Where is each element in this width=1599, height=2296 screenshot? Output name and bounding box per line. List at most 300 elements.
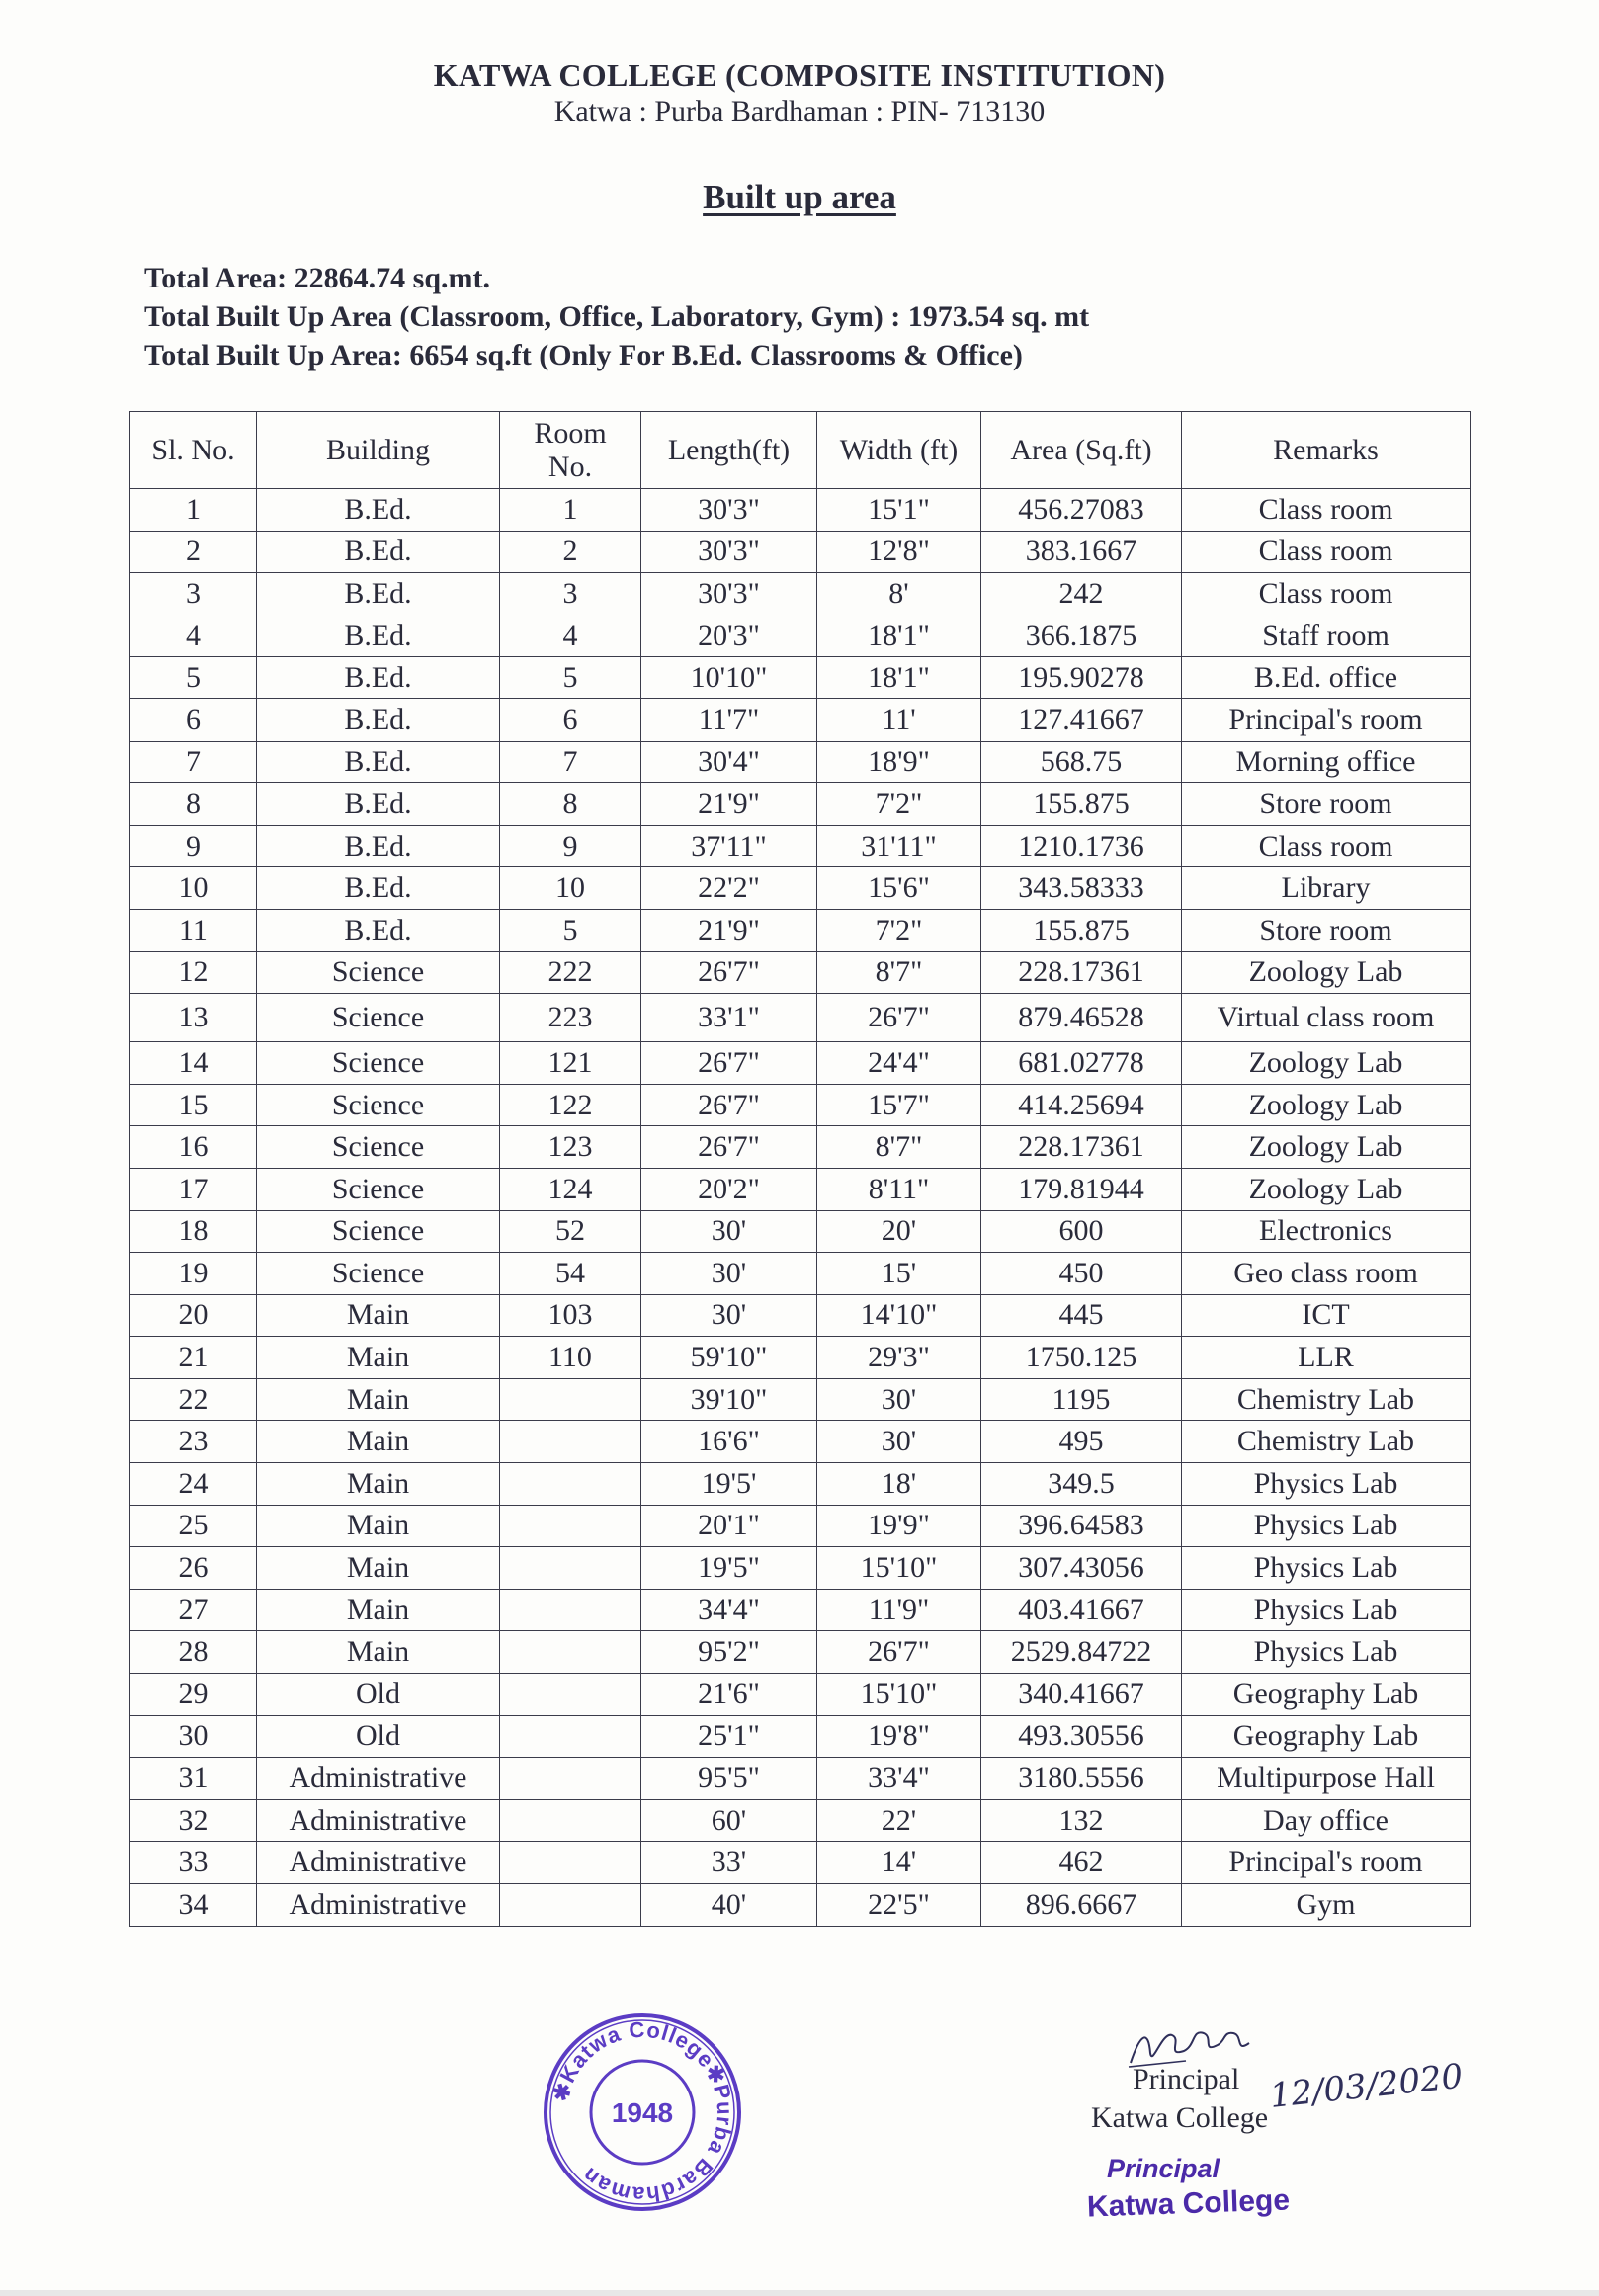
cell-room [500, 1674, 641, 1716]
cell-room: 122 [500, 1084, 641, 1126]
college-seal [542, 2011, 743, 2213]
cell-sl: 10 [130, 867, 257, 910]
cell-sl: 9 [130, 825, 257, 867]
cell-width: 14'10" [817, 1294, 981, 1337]
cell-area: 228.17361 [981, 951, 1182, 994]
area-summary [144, 259, 1089, 374]
cell-width: 15'1" [817, 489, 981, 532]
cell-room [500, 1505, 641, 1547]
cell-length: 30'4" [641, 741, 817, 783]
cell-width: 15'10" [817, 1547, 981, 1590]
table-row [130, 1042, 1471, 1085]
cell-width: 8' [817, 573, 981, 615]
cell-length: 60' [641, 1799, 817, 1842]
cell-building: B.Ed. [257, 909, 500, 951]
cell-area: 155.875 [981, 909, 1182, 951]
cell-sl: 24 [130, 1463, 257, 1506]
cell-building: Science [257, 1084, 500, 1126]
cell-building: Science [257, 1126, 500, 1169]
cell-sl: 12 [130, 951, 257, 994]
cell-remarks: ICT [1182, 1294, 1471, 1337]
cell-length: 25'1" [641, 1715, 817, 1758]
cell-remarks: Staff room [1182, 615, 1471, 657]
cell-building: Science [257, 1210, 500, 1253]
cell-sl: 31 [130, 1758, 257, 1800]
table-row [130, 1758, 1471, 1800]
cell-room [500, 1842, 641, 1884]
cell-remarks: Chemistry Lab [1182, 1378, 1471, 1421]
cell-building: Science [257, 951, 500, 994]
cell-sl: 6 [130, 698, 257, 741]
cell-sl: 20 [130, 1294, 257, 1337]
cell-sl: 19 [130, 1253, 257, 1295]
cell-area: 349.5 [981, 1463, 1182, 1506]
cell-area: 1195 [981, 1378, 1182, 1421]
cell-remarks: Geography Lab [1182, 1715, 1471, 1758]
cell-width: 12'8" [817, 531, 981, 573]
cell-sl: 14 [130, 1042, 257, 1085]
cell-remarks: Virtual class room [1182, 994, 1471, 1042]
cell-room [500, 1463, 641, 1506]
table-row [130, 1589, 1471, 1631]
cell-width: 20' [817, 1210, 981, 1253]
cell-area: 681.02778 [981, 1042, 1182, 1085]
cell-sl: 27 [130, 1589, 257, 1631]
cell-length: 33'1" [641, 994, 817, 1042]
cell-remarks: Principal's room [1182, 1842, 1471, 1884]
cell-building: B.Ed. [257, 867, 500, 910]
cell-building: B.Ed. [257, 783, 500, 826]
cell-width: 7'2" [817, 909, 981, 951]
cell-area: 195.90278 [981, 657, 1182, 699]
cell-length: 30'3" [641, 531, 817, 573]
table-row [130, 1084, 1471, 1126]
cell-sl: 28 [130, 1631, 257, 1674]
cell-area: 2529.84722 [981, 1631, 1182, 1674]
cell-building: Science [257, 1253, 500, 1295]
cell-remarks: Gym [1182, 1884, 1471, 1927]
cell-sl: 29 [130, 1674, 257, 1716]
table-row [130, 573, 1471, 615]
cell-sl: 33 [130, 1842, 257, 1884]
table-row [130, 1168, 1471, 1210]
cell-width: 22'5" [817, 1884, 981, 1927]
cell-width: 24'4" [817, 1042, 981, 1085]
cell-sl: 4 [130, 615, 257, 657]
cell-remarks: Principal's room [1182, 698, 1471, 741]
header-room-no-line2: No. [547, 450, 593, 483]
table-row [130, 1210, 1471, 1253]
cell-room: 123 [500, 1126, 641, 1169]
cell-room [500, 1421, 641, 1463]
cell-area: 600 [981, 1210, 1182, 1253]
cell-length: 11'7" [641, 698, 817, 741]
cell-area: 414.25694 [981, 1084, 1182, 1126]
cell-width: 8'7" [817, 1126, 981, 1169]
cell-building: Main [257, 1378, 500, 1421]
cell-length: 26'7" [641, 1042, 817, 1085]
cell-building: B.Ed. [257, 573, 500, 615]
cell-building: B.Ed. [257, 615, 500, 657]
cell-area: 366.1875 [981, 615, 1182, 657]
cell-width: 8'7" [817, 951, 981, 994]
cell-room [500, 1589, 641, 1631]
cell-area: 568.75 [981, 741, 1182, 783]
cell-remarks: Morning office [1182, 741, 1471, 783]
table-row [130, 867, 1471, 910]
cell-sl: 7 [130, 741, 257, 783]
table-row [130, 994, 1471, 1042]
cell-sl: 15 [130, 1084, 257, 1126]
header-width: Width (ft) [817, 412, 981, 489]
cell-remarks: Library [1182, 867, 1471, 910]
cell-building: B.Ed. [257, 489, 500, 532]
cell-room: 222 [500, 951, 641, 994]
cell-sl: 23 [130, 1421, 257, 1463]
signature-date-text: 12/03/2020 [1268, 2056, 1466, 2116]
cell-room: 124 [500, 1168, 641, 1210]
cell-building: Main [257, 1631, 500, 1674]
cell-building: Main [257, 1421, 500, 1463]
cell-length: 95'2" [641, 1631, 817, 1674]
cell-width: 18' [817, 1463, 981, 1506]
cell-length: 26'7" [641, 1084, 817, 1126]
cell-width: 30' [817, 1378, 981, 1421]
cell-building: B.Ed. [257, 531, 500, 573]
table-row [130, 1253, 1471, 1295]
stamp-principal: Principal [1107, 2154, 1220, 2183]
document-title-text: Built up area [703, 178, 896, 216]
cell-width: 18'9" [817, 741, 981, 783]
cell-area: 242 [981, 573, 1182, 615]
cell-length: 10'10" [641, 657, 817, 699]
cell-area: 403.41667 [981, 1589, 1182, 1631]
cell-length: 16'6" [641, 1421, 817, 1463]
cell-width: 31'11" [817, 825, 981, 867]
table-row [130, 1799, 1471, 1842]
cell-length: 30' [641, 1253, 817, 1295]
cell-area: 307.43056 [981, 1547, 1182, 1590]
cell-length: 21'9" [641, 783, 817, 826]
cell-building: Main [257, 1463, 500, 1506]
signature-date [1265, 2041, 1482, 2120]
cell-remarks: Class room [1182, 531, 1471, 573]
table-row [130, 1378, 1471, 1421]
total-built-up-area: Total Built Up Area (Classroom, Office, Laboratory, Gym) : 1973.54 sq. mt [144, 300, 1090, 333]
cell-length: 39'10" [641, 1378, 817, 1421]
cell-room [500, 1378, 641, 1421]
cell-area: 1750.125 [981, 1337, 1182, 1379]
cell-width: 15'6" [817, 867, 981, 910]
cell-sl: 30 [130, 1715, 257, 1758]
cell-width: 7'2" [817, 783, 981, 826]
cell-sl: 18 [130, 1210, 257, 1253]
stamp-college: Katwa College [1086, 2183, 1291, 2224]
cell-room: 5 [500, 909, 641, 951]
cell-room [500, 1547, 641, 1590]
cell-area: 179.81944 [981, 1168, 1182, 1210]
cell-room: 110 [500, 1337, 641, 1379]
table-row [130, 1505, 1471, 1547]
cell-remarks: Zoology Lab [1182, 1084, 1471, 1126]
cell-area: 456.27083 [981, 489, 1182, 532]
cell-remarks: Chemistry Lab [1182, 1421, 1471, 1463]
cell-area: 127.41667 [981, 698, 1182, 741]
cell-width: 18'1" [817, 657, 981, 699]
table-row [130, 783, 1471, 826]
cell-remarks: Multipurpose Hall [1182, 1758, 1471, 1800]
cell-sl: 32 [130, 1799, 257, 1842]
table-row [130, 531, 1471, 573]
table-row [130, 1884, 1471, 1927]
cell-length: 30' [641, 1210, 817, 1253]
cell-remarks: Physics Lab [1182, 1505, 1471, 1547]
cell-remarks: Day office [1182, 1799, 1471, 1842]
cell-building: Main [257, 1589, 500, 1631]
cell-width: 22' [817, 1799, 981, 1842]
cell-area: 228.17361 [981, 1126, 1182, 1169]
cell-width: 18'1" [817, 615, 981, 657]
cell-room: 6 [500, 698, 641, 741]
cell-room: 2 [500, 531, 641, 573]
cell-length: 34'4" [641, 1589, 817, 1631]
cell-building: Main [257, 1294, 500, 1337]
cell-room [500, 1799, 641, 1842]
cell-remarks: Zoology Lab [1182, 1042, 1471, 1085]
cell-remarks: Physics Lab [1182, 1631, 1471, 1674]
table-row [130, 951, 1471, 994]
cell-room: 1 [500, 489, 641, 532]
cell-building: Old [257, 1715, 500, 1758]
table-row [130, 657, 1471, 699]
cell-width: 8'11" [817, 1168, 981, 1210]
signatory-college: Katwa College [1091, 2101, 1269, 2134]
cell-length: 30' [641, 1294, 817, 1337]
cell-sl: 26 [130, 1547, 257, 1590]
cell-sl: 16 [130, 1126, 257, 1169]
cell-width: 29'3" [817, 1337, 981, 1379]
table-row [130, 825, 1471, 867]
cell-room: 103 [500, 1294, 641, 1337]
cell-length: 20'2" [641, 1168, 817, 1210]
header-sl-no: Sl. No. [130, 412, 257, 489]
cell-area: 3180.5556 [981, 1758, 1182, 1800]
cell-sl: 17 [130, 1168, 257, 1210]
cell-area: 495 [981, 1421, 1182, 1463]
total-area: Total Area: 22864.74 sq.mt. [144, 262, 491, 294]
cell-sl: 11 [130, 909, 257, 951]
cell-remarks: Zoology Lab [1182, 1168, 1471, 1210]
cell-length: 22'2" [641, 867, 817, 910]
cell-remarks: Zoology Lab [1182, 951, 1471, 994]
cell-remarks: Class room [1182, 825, 1471, 867]
page-bottom-edge [0, 2290, 1599, 2296]
cell-width: 26'7" [817, 994, 981, 1042]
table-row [130, 1337, 1471, 1379]
cell-sl: 5 [130, 657, 257, 699]
cell-remarks: Store room [1182, 909, 1471, 951]
college-address: Katwa : Purba Bardhaman : PIN- 713130 [553, 95, 1046, 127]
cell-area: 879.46528 [981, 994, 1182, 1042]
cell-building: B.Ed. [257, 698, 500, 741]
cell-sl: 2 [130, 531, 257, 573]
table-row [130, 698, 1471, 741]
cell-building: B.Ed. [257, 657, 500, 699]
cell-length: 20'3" [641, 615, 817, 657]
cell-width: 33'4" [817, 1758, 981, 1800]
cell-building: B.Ed. [257, 825, 500, 867]
cell-area: 1210.1736 [981, 825, 1182, 867]
seal-ring-text: ✱Katwa College✱Purba Bardhaman [547, 2016, 738, 2208]
cell-length: 19'5" [641, 1547, 817, 1590]
cell-area: 450 [981, 1253, 1182, 1295]
cell-width: 19'8" [817, 1715, 981, 1758]
table-row [130, 1674, 1471, 1716]
table-body [130, 489, 1471, 1927]
cell-length: 30'3" [641, 489, 817, 532]
cell-room: 52 [500, 1210, 641, 1253]
cell-area: 896.6667 [981, 1884, 1182, 1927]
cell-room: 8 [500, 783, 641, 826]
cell-room: 7 [500, 741, 641, 783]
cell-length: 26'7" [641, 1126, 817, 1169]
cell-remarks: LLR [1182, 1337, 1471, 1379]
cell-sl: 22 [130, 1378, 257, 1421]
cell-width: 11' [817, 698, 981, 741]
cell-area: 155.875 [981, 783, 1182, 826]
cell-remarks: Physics Lab [1182, 1547, 1471, 1590]
cell-room: 223 [500, 994, 641, 1042]
cell-remarks: Geo class room [1182, 1253, 1471, 1295]
cell-building: Administrative [257, 1799, 500, 1842]
table-row [130, 615, 1471, 657]
cell-remarks: Electronics [1182, 1210, 1471, 1253]
cell-remarks: Zoology Lab [1182, 1126, 1471, 1169]
document-title [0, 178, 1599, 217]
table-row [130, 489, 1471, 532]
cell-length: 95'5" [641, 1758, 817, 1800]
cell-length: 40' [641, 1884, 817, 1927]
cell-room: 4 [500, 615, 641, 657]
cell-length: 59'10" [641, 1337, 817, 1379]
cell-sl: 34 [130, 1884, 257, 1927]
cell-remarks: Physics Lab [1182, 1463, 1471, 1506]
header-area: Area (Sq.ft) [981, 412, 1182, 489]
header-building: Building [257, 412, 500, 489]
cell-sl: 8 [130, 783, 257, 826]
cell-width: 19'9" [817, 1505, 981, 1547]
cell-area: 383.1667 [981, 531, 1182, 573]
cell-length: 26'7" [641, 951, 817, 994]
total-built-up-area-bed: Total Built Up Area: 6654 sq.ft (Only For B.Ed. Classrooms & Office) [144, 339, 1023, 371]
table-row [130, 1421, 1471, 1463]
table-row [130, 1547, 1471, 1590]
cell-building: Administrative [257, 1842, 500, 1884]
cell-room: 3 [500, 573, 641, 615]
cell-length: 21'9" [641, 909, 817, 951]
college-name: KATWA COLLEGE (COMPOSITE INSTITUTION) [433, 57, 1166, 93]
cell-room [500, 1631, 641, 1674]
built-up-area-table [129, 411, 1471, 1927]
cell-area: 396.64583 [981, 1505, 1182, 1547]
header-room-no [500, 412, 641, 489]
table-header-row [130, 412, 1471, 489]
cell-sl: 25 [130, 1505, 257, 1547]
cell-length: 19'5' [641, 1463, 817, 1506]
cell-remarks: Store room [1182, 783, 1471, 826]
table-row [130, 1842, 1471, 1884]
cell-building: Science [257, 1168, 500, 1210]
cell-length: 20'1" [641, 1505, 817, 1547]
cell-sl: 21 [130, 1337, 257, 1379]
cell-room: 5 [500, 657, 641, 699]
cell-building: Administrative [257, 1758, 500, 1800]
cell-width: 14' [817, 1842, 981, 1884]
cell-building: Main [257, 1337, 500, 1379]
cell-length: 33' [641, 1842, 817, 1884]
table-row [130, 909, 1471, 951]
cell-length: 37'11" [641, 825, 817, 867]
cell-area: 343.58333 [981, 867, 1182, 910]
cell-area: 340.41667 [981, 1674, 1182, 1716]
table-row [130, 1126, 1471, 1169]
header-remarks: Remarks [1182, 412, 1471, 489]
cell-building: Main [257, 1505, 500, 1547]
cell-remarks: Class room [1182, 573, 1471, 615]
cell-room: 9 [500, 825, 641, 867]
signature-block [1087, 2023, 1482, 2251]
table-row [130, 741, 1471, 783]
cell-width: 11'9" [817, 1589, 981, 1631]
cell-width: 15'10" [817, 1674, 981, 1716]
cell-sl: 13 [130, 994, 257, 1042]
cell-building: Old [257, 1674, 500, 1716]
cell-room [500, 1715, 641, 1758]
cell-building: Science [257, 1042, 500, 1085]
table-row [130, 1631, 1471, 1674]
cell-room [500, 1758, 641, 1800]
cell-remarks: B.Ed. office [1182, 657, 1471, 699]
cell-room: 121 [500, 1042, 641, 1085]
cell-area: 445 [981, 1294, 1182, 1337]
cell-area: 132 [981, 1799, 1182, 1842]
cell-remarks: Physics Lab [1182, 1589, 1471, 1631]
cell-building: Administrative [257, 1884, 500, 1927]
seal-year: 1948 [611, 2097, 674, 2128]
cell-width: 15' [817, 1253, 981, 1295]
cell-length: 21'6" [641, 1674, 817, 1716]
header-room-no-line1: Room [534, 416, 607, 450]
signatory-title: Principal [1133, 2063, 1240, 2095]
table-row [130, 1715, 1471, 1758]
cell-area: 493.30556 [981, 1715, 1182, 1758]
table-row [130, 1294, 1471, 1337]
header-length: Length(ft) [641, 412, 817, 489]
cell-room [500, 1884, 641, 1927]
cell-building: Main [257, 1547, 500, 1590]
cell-length: 30'3" [641, 573, 817, 615]
cell-building: Science [257, 994, 500, 1042]
cell-room: 54 [500, 1253, 641, 1295]
cell-remarks: Geography Lab [1182, 1674, 1471, 1716]
cell-sl: 3 [130, 573, 257, 615]
cell-area: 462 [981, 1842, 1182, 1884]
cell-width: 15'7" [817, 1084, 981, 1126]
cell-width: 26'7" [817, 1631, 981, 1674]
cell-room: 10 [500, 867, 641, 910]
cell-remarks: Class room [1182, 489, 1471, 532]
table-row [130, 1463, 1471, 1506]
